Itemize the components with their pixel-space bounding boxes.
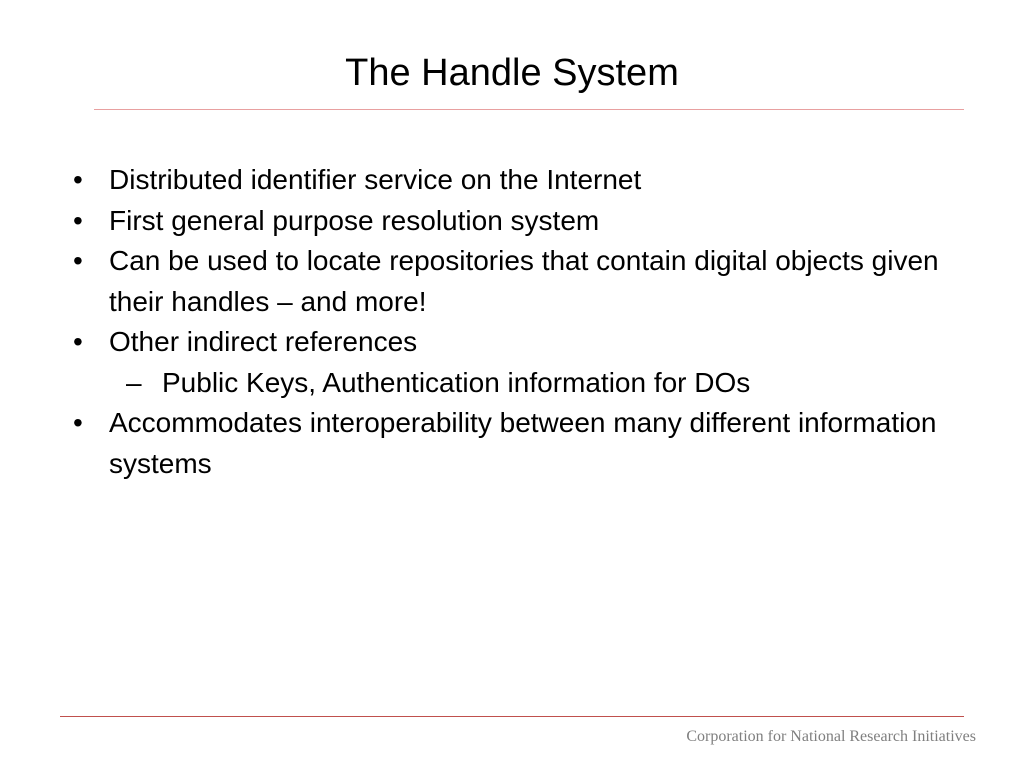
sub-bullet-marker: – <box>126 366 142 398</box>
list-item <box>70 322 970 363</box>
bullet-marker: • <box>73 204 83 236</box>
sub-list-item <box>70 363 970 404</box>
bullet-text: Distributed identifier service on the Internet <box>109 164 642 195</box>
bullet-text: Accommodates interoperability between many different information systems <box>109 407 937 479</box>
bullet-marker: • <box>73 164 83 195</box>
list-item <box>70 403 970 484</box>
slide-title: The Handle System <box>345 52 679 94</box>
footer-divider <box>60 716 964 717</box>
list-item <box>70 201 970 242</box>
bullet-text: First general purpose resolution system <box>109 204 600 236</box>
bullet-marker: • <box>73 245 83 276</box>
bullet-marker: • <box>73 407 83 438</box>
footer-text: Corporation for National Research Initiatives <box>686 728 976 745</box>
bullet-list <box>70 160 970 484</box>
bullet-marker: • <box>73 326 83 357</box>
bullet-text: Other indirect references <box>109 326 418 357</box>
list-item <box>70 241 970 322</box>
sub-bullet-text: Public Keys, Authentication information for DOs <box>162 366 751 398</box>
list-item <box>70 160 970 201</box>
title-divider <box>94 109 964 110</box>
bullet-text: Can be used to locate repositories that contain digital objects given their handles – and more! <box>109 245 939 317</box>
